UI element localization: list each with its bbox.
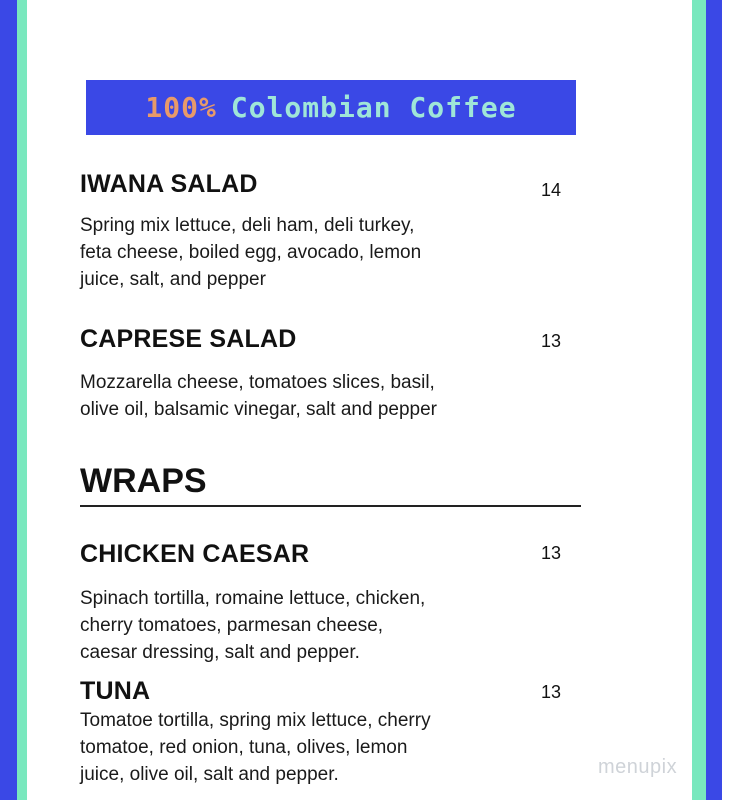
- menu-item-description: [80, 369, 550, 423]
- menu-item-price: 13: [541, 543, 562, 563]
- banner-percent: 100%: [145, 91, 217, 124]
- menupix-watermark: menupix: [598, 756, 678, 778]
- right-blue-border: [706, 0, 722, 800]
- description-line: caesar dressing, salt and pepper.: [80, 642, 360, 663]
- menu-item-name: TUNA: [80, 677, 151, 705]
- left-mint-border: [17, 0, 27, 800]
- menu-item-price: 13: [541, 682, 562, 702]
- description-line: Spring mix lettuce, deli ham, deli turkey,: [80, 215, 415, 236]
- coffee-banner: [86, 80, 576, 135]
- menu-item-name: CHICKEN CAESAR: [80, 540, 310, 568]
- description-line: Spinach tortilla, romaine lettuce, chicken,: [80, 588, 426, 609]
- section-title-wraps: WRAPS: [80, 462, 207, 500]
- description-line: olive oil, balsamic vinegar, salt and pepper: [80, 399, 437, 420]
- description-line: Mozzarella cheese, tomatoes slices, basil,: [80, 372, 435, 393]
- menu-item-name: CAPRESE SALAD: [80, 325, 297, 353]
- right-margin: [722, 0, 752, 800]
- section-divider: [80, 505, 581, 507]
- right-mint-border: [692, 0, 706, 800]
- menu-item-price: 13: [541, 331, 562, 351]
- menu-item-description: [80, 707, 550, 788]
- banner-text: Colombian Coffee: [230, 91, 517, 124]
- description-line: cherry tomatoes, parmesan cheese,: [80, 615, 384, 636]
- menu-item-description: [80, 212, 550, 293]
- menu-item-name: IWANA SALAD: [80, 170, 258, 198]
- description-line: tomatoe, red onion, tuna, olives, lemon: [80, 737, 408, 758]
- description-line: Tomatoe tortilla, spring mix lettuce, cherry: [80, 710, 431, 731]
- menu-item-description: [80, 585, 550, 666]
- description-line: juice, olive oil, salt and pepper.: [80, 764, 339, 785]
- description-line: feta cheese, boiled egg, avocado, lemon: [80, 242, 422, 263]
- menu-item-price: 14: [541, 180, 562, 200]
- left-blue-border: [0, 0, 17, 800]
- description-line: juice, salt, and pepper: [80, 269, 266, 290]
